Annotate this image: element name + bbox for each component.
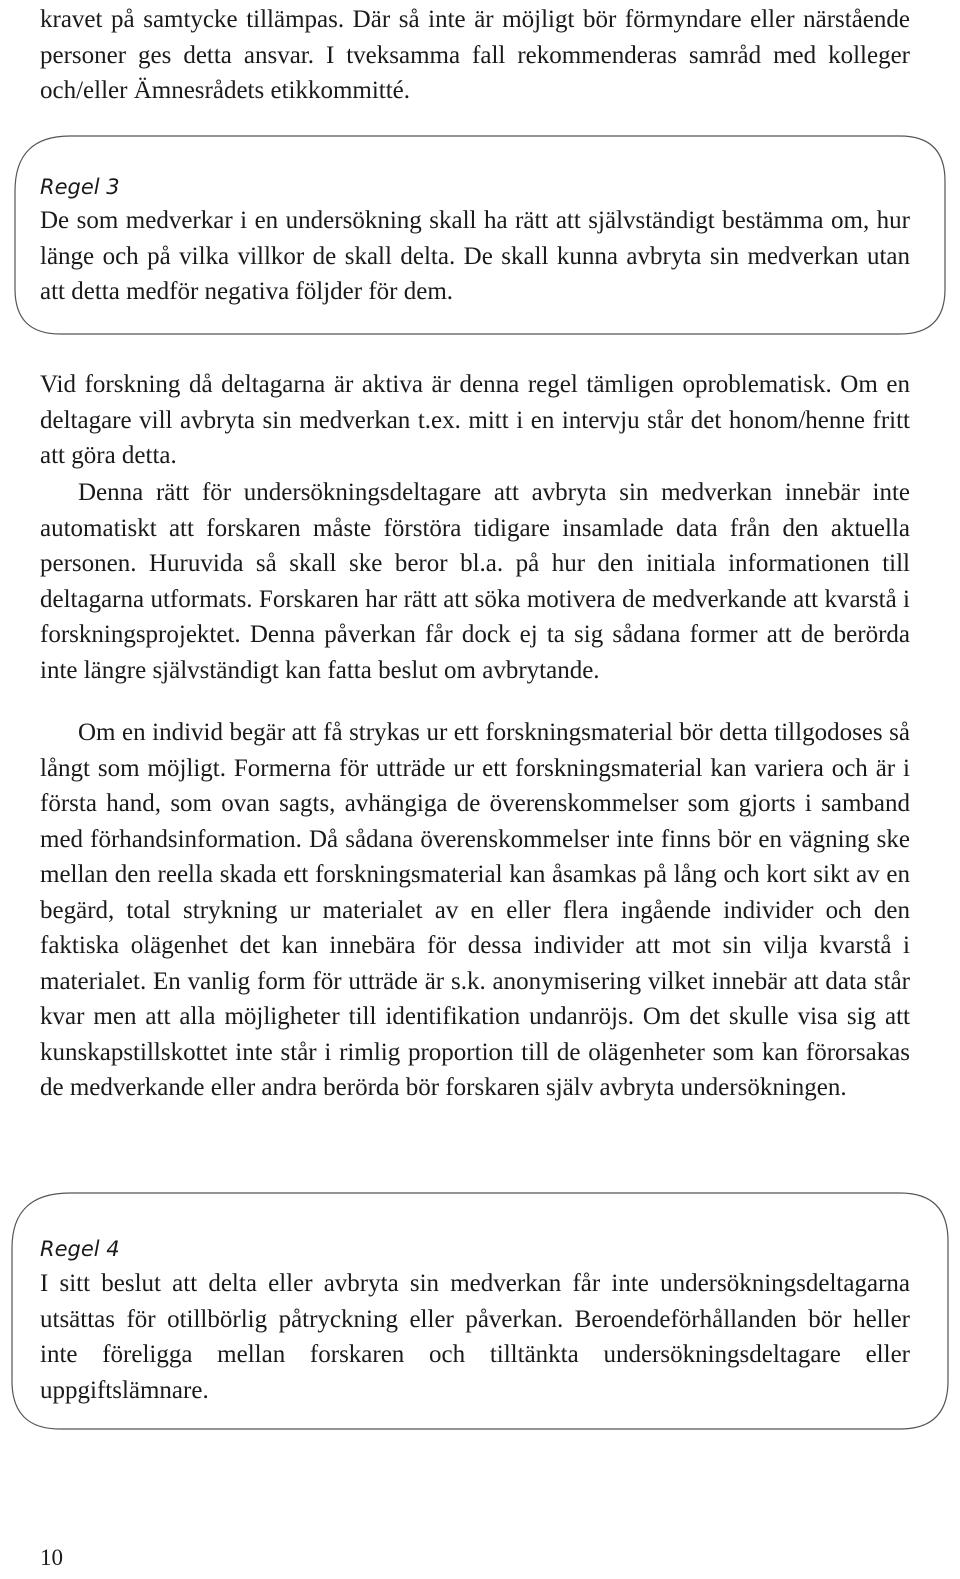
rule-3-text: De som medverkar i en undersökning skall ha rätt att självständigt bestämma om, hur länge och på vilka villkor de skall delta. De skall kunna avbryta sin medverkan utan att detta medför negativa följder för dem. bbox=[40, 207, 910, 305]
rule-4-text: I sitt beslut att delta eller avbryta sin medverkan får inte undersökningsdeltagarna utsättas för otillbörlig påtryckning eller påverkan. Beroendeförhållanden bör heller inte föreligga mellan forskaren och tilltänkta undersökningsdeltagare eller uppgiftslämnare. bbox=[40, 1270, 910, 1404]
rule-4-title: Regel 4 bbox=[40, 1237, 120, 1261]
paragraph-strykas-ur-material: Om en individ begär att få strykas ur ett forskningsmaterial bör detta tillgodoses så långt som möjligt. Formerna för utträde ur ett forskningsmaterial kan variera och är i första hand, som ovan sagts, avhängiga de överenskommelser som gjorts i samband med förhandsinformation. Då sådana överenskommelser inte finns bör en vägning ske mellan den reella skada ett forskningsmaterial kan åsamkas på lång och kort sikt av en begärd, total strykning ur materialet av en eller flera ingående individer och den faktiska olägenhet det kan innebära för dessa individer att mot sin vilja kvarstå i materialet. En vanlig form för utträde är s.k. anonymisering vilket innebär att data står kvar men att alla möjligheter till identifikation undanröjs. Om det skulle visa sig att kunskapstillskottet inte står i rimlig proportion till de olägenheter som kan förorsakas de medverkande eller andra berörda bör forskaren själv avbryta undersökningen. bbox=[40, 719, 910, 1101]
rule-3-title: Regel 3 bbox=[40, 175, 120, 199]
rule-4-box bbox=[0, 1192, 960, 1430]
rule-3-box bbox=[0, 135, 960, 335]
page-number: 10 bbox=[40, 1545, 63, 1570]
paragraph-ratt-avbryta: Denna rätt för undersökningsdeltagare att avbryta sin medverkan innebär inte automatiskt att forskaren måste förstöra tidigare insamlade data från den aktuella personen. Huruvida så skall ske beror bl.a. på hur den initiala informationen till deltagarna utformats. Forskaren har rätt att söka motivera de medverkande att kvarstå i forskningsprojektet. Denna påverkan får dock ej ta sig sådana former att de berörda inte längre självständigt kan fatta beslut om avbrytande. bbox=[40, 479, 910, 684]
paragraph-deltagare-aktiva: Vid forskning då deltagarna är aktiva är denna regel tämligen oproblematisk. Om en deltagare vill avbryta sin medverkan t.ex. mitt i en intervju står det honom/henne fritt att göra detta. bbox=[40, 371, 910, 469]
intro-paragraph: kravet på samtycke tillämpas. Där så inte är möjligt bör förmyndare eller närstående personer ges detta ansvar. I tveksamma fall rekommenderas samråd med kolleger och/eller Ämnesrådets etikkommitté. bbox=[40, 6, 910, 104]
